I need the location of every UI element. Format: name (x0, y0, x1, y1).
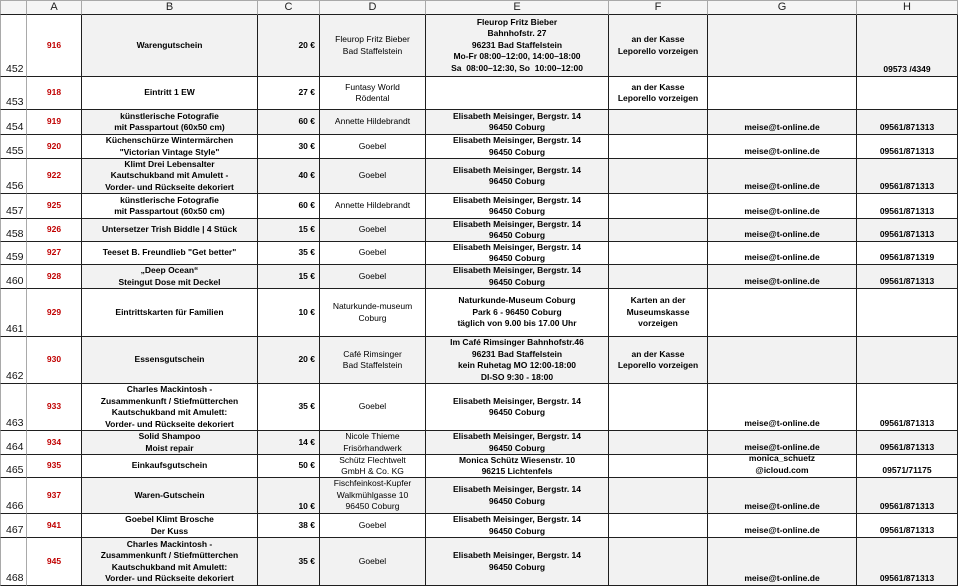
cell-a[interactable]: 918 (27, 77, 82, 110)
cell-b[interactable]: Charles Mackintosh - Zusammenkunft / Stiefmütterchen Kautschukband mit Amulett: Vorder- und Rückseite dekoriert (82, 538, 258, 586)
cell-a[interactable]: 925 (27, 194, 82, 219)
column-header-f[interactable]: F (609, 0, 708, 15)
cell-g[interactable]: monica_schuetz @icloud.com (708, 455, 857, 478)
cell-h[interactable] (857, 337, 958, 384)
cell-g[interactable]: meise@t-online.de (708, 384, 857, 431)
cell-a[interactable]: 945 (27, 538, 82, 586)
cell-h[interactable]: 09571/71175 (857, 455, 958, 478)
cell-f[interactable] (609, 455, 708, 478)
cell-c[interactable]: 35 € (258, 538, 320, 586)
cell-d[interactable]: Funtasy World Rödental (320, 77, 426, 110)
cell-c[interactable]: 15 € (258, 265, 320, 289)
cell-g[interactable]: meise@t-online.de (708, 194, 857, 219)
cell-f[interactable]: an der Kasse Leporello vorzeigen (609, 337, 708, 384)
cell-b[interactable]: Waren-Gutschein (82, 478, 258, 514)
cell-h[interactable] (857, 77, 958, 110)
cell-a[interactable]: 927 (27, 242, 82, 265)
cell-b[interactable]: künstlerische Fotografie mit Passpartout (60x50 cm) (82, 110, 258, 135)
cell-c[interactable]: 20 € (258, 15, 320, 77)
cell-e[interactable]: Elisabeth Meisinger, Bergstr. 14 96450 Coburg (426, 384, 609, 431)
cell-e[interactable]: Elisabeth Meisinger, Bergstr. 14 96450 Coburg (426, 110, 609, 135)
cell-c[interactable]: 60 € (258, 110, 320, 135)
cell-g[interactable] (708, 289, 857, 337)
cell-c[interactable]: 15 € (258, 219, 320, 242)
cell-g[interactable]: meise@t-online.de (708, 514, 857, 538)
cell-g[interactable]: meise@t-online.de (708, 135, 857, 159)
cell-c[interactable]: 35 € (258, 384, 320, 431)
cell-g[interactable]: meise@t-online.de (708, 431, 857, 455)
cell-e[interactable]: Naturkunde-Museum Coburg Park 6 - 96450 Coburg täglich von 9.00 bis 17.00 Uhr (426, 289, 609, 337)
row-number[interactable]: 468 (0, 538, 27, 586)
cell-d[interactable]: Goebel (320, 265, 426, 289)
cell-b[interactable]: Einkaufsgutschein (82, 455, 258, 478)
cell-h[interactable]: 09561/871313 (857, 514, 958, 538)
cell-f[interactable] (609, 242, 708, 265)
cell-d[interactable]: Goebel (320, 514, 426, 538)
cell-f[interactable] (609, 478, 708, 514)
cell-d[interactable]: Nicole Thieme Frisörhandwerk (320, 431, 426, 455)
row-number[interactable]: 466 (0, 478, 27, 514)
cell-d[interactable]: Goebel (320, 159, 426, 194)
cell-b[interactable]: Goebel Klimt Brosche Der Kuss (82, 514, 258, 538)
cell-g[interactable] (708, 77, 857, 110)
cell-b[interactable]: künstlerische Fotografie mit Passpartout (60x50 cm) (82, 194, 258, 219)
cell-e[interactable]: Elisabeth Meisinger, Bergstr. 14 96450 Coburg (426, 135, 609, 159)
cell-c[interactable]: 60 € (258, 194, 320, 219)
cell-f[interactable] (609, 135, 708, 159)
row-number[interactable]: 452 (0, 15, 27, 77)
row-number[interactable]: 458 (0, 219, 27, 242)
cell-c[interactable]: 35 € (258, 242, 320, 265)
cell-e[interactable] (426, 77, 609, 110)
cell-e[interactable]: Elisabeth Meisinger, Bergstr. 14 96450 Coburg (426, 265, 609, 289)
cell-h[interactable]: 09561/871313 (857, 384, 958, 431)
cell-d[interactable]: Café Rimsinger Bad Staffelstein (320, 337, 426, 384)
cell-e[interactable]: Elisabeth Meisinger, Bergstr. 14 96450 Coburg (426, 194, 609, 219)
cell-f[interactable]: an der Kasse Leporello vorzeigen (609, 77, 708, 110)
row-number[interactable]: 455 (0, 135, 27, 159)
cell-f[interactable] (609, 384, 708, 431)
cell-e[interactable]: Monica Schütz Wiesenstr. 10 96215 Lichtenfels (426, 455, 609, 478)
row-number[interactable]: 467 (0, 514, 27, 538)
cell-g[interactable]: meise@t-online.de (708, 219, 857, 242)
cell-e[interactable]: Elisabeth Meisinger, Bergstr. 14 96450 Coburg (426, 242, 609, 265)
cell-b[interactable]: Charles Mackintosh - Zusammenkunft / Stiefmütterchen Kautschukband mit Amulett: Vorder- und Rückseite dekoriert (82, 384, 258, 431)
cell-f[interactable] (609, 110, 708, 135)
cell-h[interactable]: 09561/871313 (857, 219, 958, 242)
cell-h[interactable]: 09561/871313 (857, 265, 958, 289)
cell-h[interactable]: 09561/871319 (857, 242, 958, 265)
cell-c[interactable]: 38 € (258, 514, 320, 538)
cell-a[interactable]: 919 (27, 110, 82, 135)
cell-g[interactable]: meise@t-online.de (708, 478, 857, 514)
cell-c[interactable]: 10 € (258, 478, 320, 514)
cell-d[interactable]: Annette Hildebrandt (320, 194, 426, 219)
cell-a[interactable]: 930 (27, 337, 82, 384)
cell-e[interactable]: Elisabeth Meisinger, Bergstr. 14 96450 Coburg (426, 478, 609, 514)
column-header-e[interactable]: E (426, 0, 609, 15)
select-all-corner[interactable] (0, 0, 27, 15)
column-header-g[interactable]: G (708, 0, 857, 15)
cell-h[interactable]: 09561/871313 (857, 194, 958, 219)
cell-g[interactable]: meise@t-online.de (708, 242, 857, 265)
cell-h[interactable] (857, 289, 958, 337)
cell-c[interactable]: 14 € (258, 431, 320, 455)
cell-d[interactable]: Schütz Flechtwelt GmbH & Co. KG (320, 455, 426, 478)
cell-a[interactable]: 920 (27, 135, 82, 159)
cell-g[interactable] (708, 15, 857, 77)
cell-b[interactable]: Warengutschein (82, 15, 258, 77)
cell-h[interactable]: 09561/871313 (857, 478, 958, 514)
column-header-d[interactable]: D (320, 0, 426, 15)
row-number[interactable]: 460 (0, 265, 27, 289)
cell-g[interactable]: meise@t-online.de (708, 159, 857, 194)
cell-e[interactable]: Elisabeth Meisinger, Bergstr. 14 96450 Coburg (426, 159, 609, 194)
cell-a[interactable]: 926 (27, 219, 82, 242)
cell-b[interactable]: Untersetzer Trish Biddle | 4 Stück (82, 219, 258, 242)
cell-h[interactable]: 09561/871313 (857, 110, 958, 135)
cell-b[interactable]: Essensgutschein (82, 337, 258, 384)
cell-f[interactable] (609, 431, 708, 455)
cell-d[interactable]: Goebel (320, 219, 426, 242)
row-number[interactable]: 456 (0, 159, 27, 194)
cell-c[interactable]: 10 € (258, 289, 320, 337)
cell-a[interactable]: 937 (27, 478, 82, 514)
cell-b[interactable]: Klimt Drei Lebensalter Kautschukband mit Amulett - Vorder- und Rückseite dekoriert (82, 159, 258, 194)
cell-d[interactable]: Naturkunde-museum Coburg (320, 289, 426, 337)
cell-f[interactable]: an der Kasse Leporello vorzeigen (609, 15, 708, 77)
cell-h[interactable]: 09573 /4349 (857, 15, 958, 77)
cell-e[interactable]: Elisabeth Meisinger, Bergstr. 14 96450 Coburg (426, 431, 609, 455)
row-number[interactable]: 453 (0, 77, 27, 110)
cell-g[interactable]: meise@t-online.de (708, 538, 857, 586)
cell-b[interactable]: „Deep Ocean“ Steingut Dose mit Deckel (82, 265, 258, 289)
cell-f[interactable] (609, 514, 708, 538)
cell-h[interactable]: 09561/871313 (857, 135, 958, 159)
row-number[interactable]: 465 (0, 455, 27, 478)
row-number[interactable]: 461 (0, 289, 27, 337)
cell-d[interactable]: Goebel (320, 384, 426, 431)
row-number[interactable]: 454 (0, 110, 27, 135)
cell-e[interactable]: Im Café Rimsinger Bahnhofstr.46 96231 Bad Staffelstein kein Ruhetag MO 12:00-18:00 DI-SO 9:30 - 18:00 (426, 337, 609, 384)
cell-g[interactable]: meise@t-online.de (708, 110, 857, 135)
cell-a[interactable]: 933 (27, 384, 82, 431)
cell-d[interactable]: Goebel (320, 242, 426, 265)
cell-f[interactable] (609, 194, 708, 219)
cell-c[interactable]: 30 € (258, 135, 320, 159)
cell-e[interactable]: Fleurop Fritz Bieber Bahnhofstr. 27 96231 Bad Staffelstein Mo-Fr 08:00–12:00, 14:00–18:00 Sa 08:00–12:30, So 10:00–12:00 (426, 15, 609, 77)
cell-d[interactable]: Fleurop Fritz Bieber Bad Staffelstein (320, 15, 426, 77)
cell-c[interactable]: 20 € (258, 337, 320, 384)
row-number[interactable]: 464 (0, 431, 27, 455)
row-number[interactable]: 463 (0, 384, 27, 431)
cell-g[interactable] (708, 337, 857, 384)
cell-f[interactable] (609, 159, 708, 194)
cell-h[interactable]: 09561/871313 (857, 431, 958, 455)
column-header-b[interactable]: B (82, 0, 258, 15)
column-header-a[interactable]: A (27, 0, 82, 15)
cell-d[interactable]: Fischfeinkost-Kupfer Walkmühlgasse 10 96450 Coburg (320, 478, 426, 514)
cell-f[interactable] (609, 219, 708, 242)
cell-b[interactable]: Teeset B. Freundlieb "Get better" (82, 242, 258, 265)
cell-a[interactable]: 935 (27, 455, 82, 478)
cell-f[interactable] (609, 265, 708, 289)
row-number[interactable]: 457 (0, 194, 27, 219)
cell-d[interactable]: Annette Hildebrandt (320, 110, 426, 135)
cell-a[interactable]: 928 (27, 265, 82, 289)
cell-d[interactable]: Goebel (320, 135, 426, 159)
cell-a[interactable]: 922 (27, 159, 82, 194)
cell-e[interactable]: Elisabeth Meisinger, Bergstr. 14 96450 Coburg (426, 538, 609, 586)
cell-e[interactable]: Elisabeth Meisinger, Bergstr. 14 96450 Coburg (426, 219, 609, 242)
cell-g[interactable]: meise@t-online.de (708, 265, 857, 289)
cell-a[interactable]: 916 (27, 15, 82, 77)
cell-a[interactable]: 941 (27, 514, 82, 538)
column-header-c[interactable]: C (258, 0, 320, 15)
column-header-h[interactable]: H (857, 0, 958, 15)
cell-f[interactable] (609, 538, 708, 586)
cell-b[interactable]: Eintrittskarten für Familien (82, 289, 258, 337)
cell-b[interactable]: Eintritt 1 EW (82, 77, 258, 110)
cell-b[interactable]: Küchenschürze Wintermärchen "Victorian Vintage Style" (82, 135, 258, 159)
row-number[interactable]: 459 (0, 242, 27, 265)
cell-a[interactable]: 929 (27, 289, 82, 337)
row-number[interactable]: 462 (0, 337, 27, 384)
cell-e[interactable]: Elisabeth Meisinger, Bergstr. 14 96450 Coburg (426, 514, 609, 538)
cell-b[interactable]: Solid Shampoo Moist repair (82, 431, 258, 455)
cell-c[interactable]: 27 € (258, 77, 320, 110)
cell-c[interactable]: 50 € (258, 455, 320, 478)
cell-c[interactable]: 40 € (258, 159, 320, 194)
cell-a[interactable]: 934 (27, 431, 82, 455)
cell-f[interactable]: Karten an der Museumskasse vorzeigen (609, 289, 708, 337)
cell-d[interactable]: Goebel (320, 538, 426, 586)
cell-h[interactable]: 09561/871313 (857, 538, 958, 586)
cell-h[interactable]: 09561/871313 (857, 159, 958, 194)
